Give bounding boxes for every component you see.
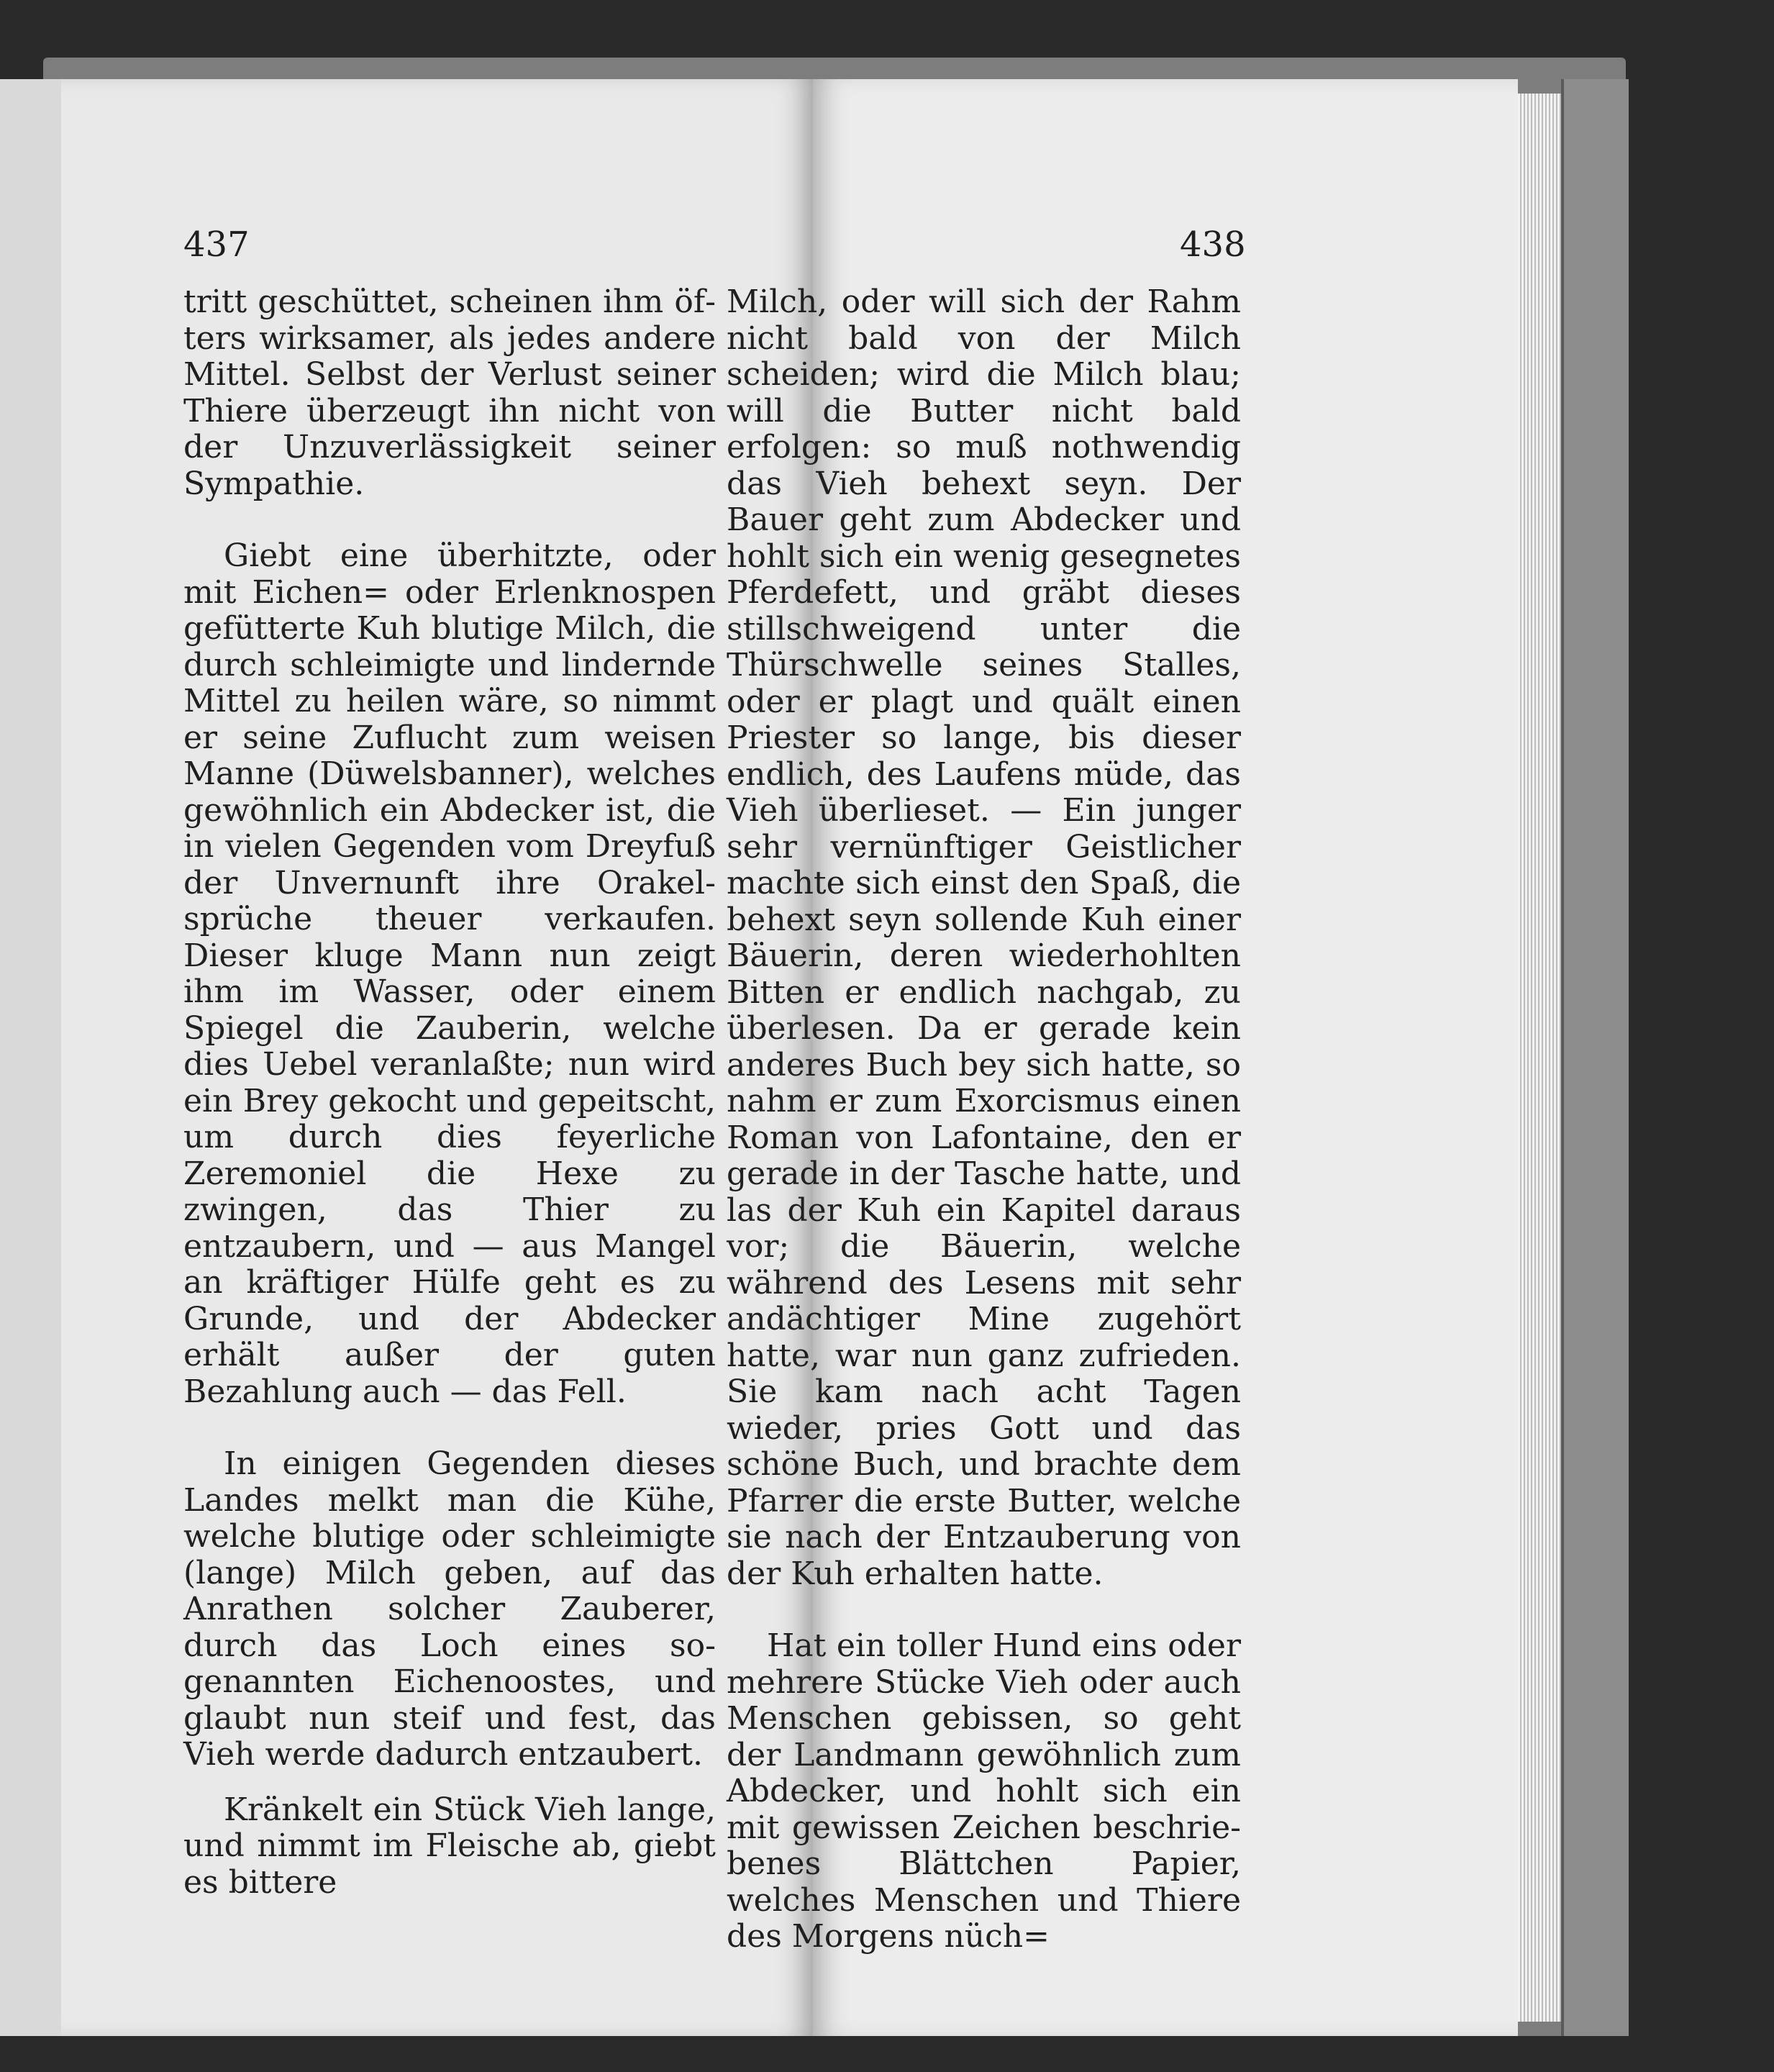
left-paragraph-2: Giebt eine überhitzte, oder mit Eichen= oder Erlenknospen gefütterte Kuh blutige Milch, die durch schleimigte und lindernde Mittel zu heilen wäre, so nimmt er seine Zuflucht zum weisen Manne (Düwelsbanner), welches gewöhnlich ein Abdecker ist, die in vielen Gegenden vom Dreyfuß der Unvernunft ihre Orakelsprüche theuer verkaufen. Dieser kluge Mann nun zeigt ihm im Wasser, oder einem Spiegel die Zauberin, welche dies Uebel veranlaßte; nun wird ein Brey gekocht und gepeitscht, um durch dies feyerliche Zeremoniel die Hexe zu zwingen, das Thier zu entzaubern, und — aus Mangel an kräftiger Hülfe geht es zu Grunde, und der Abdecker erhält außer der guten Bezahlung auch — das Fell. — [183, 537, 716, 1410]
right-paragraph-1: Milch, oder will sich der Rahm nicht bald von der Milch scheiden; wird die Milch blau; will die Butter nicht bald erfolgen: so muß nothwendig das Vieh behext seyn. Der Bauer geht zum Abdecker und hohlt sich ein wenig gesegnetes Pferdefett, und gräbt dieses stillschweigend unter die Thürschwelle seines Stalles, oder er plagt und quält einen Priester so lange, bis dieser endlich, des Laufens müde, das Vieh überlieset. — Ein junger sehr vernünftiger Geistlicher machte sich einst den Spaß, die behext seyn sollende Kuh einer Bäuerin, deren wiederhohlten Bitten er endlich nachgab, zu überlesen. Da er gerade kein anderes Buch bey sich hatte, so nahm er zum Exorcismus einen Roman von Lafontaine, den er gerade in der Tasche hatte, und las der Kuh ein Kapitel daraus vor; die Bäuerin, welche während des Lesens mit sehr andächtiger Mine zugehört hatte, war nun ganz zufrieden. Sie kam nach acht Tagen wieder, pries Gott und das schöne Buch, und brachte dem Pfarrer die erste Butter, welche sie nach der Entzauberung von der Kuh erhalten hatte. — [727, 283, 1241, 1592]
left-page-text — [183, 284, 716, 1901]
page-stack-edge — [1518, 94, 1561, 2022]
left-paragraph-1: tritt geschüttet, scheinen ihm öfters wirksamer, als jedes andere Mittel. Selbst der Verlust seiner Thiere überzeugt ihn nicht von der Unzuverlässigkeit seiner Sympathie. — [183, 283, 716, 502]
right-paragraph-2: Hat ein toller Hund eins oder mehrere Stücke Vieh oder auch Menschen gebissen, so geht der Landmann gewöhnlich zum Abdecker, und hohlt sich ein mit gewissen Zeichen beschriebenes Blättchen Papier, welches Menschen und Thiere des Morgens nüch= — [727, 1627, 1241, 1955]
back-cover-edge — [1561, 79, 1629, 2036]
left-paragraph-4: Kränkelt ein Stück Vieh lange, und nimmt im Fleische ab, giebt es bittere — [183, 1791, 716, 1901]
left-page-number: 437 — [183, 224, 250, 265]
previous-page-edge — [0, 79, 61, 2036]
left-paragraph-3: In einigen Gegenden dieses Landes melkt man die Kühe, welche blutige oder schleimigte (lange) Milch geben, auf das Anrathen solcher Zauberer, durch das Loch eines sogenannten Eichenoostes, und glaubt nun steif und fest, das Vieh werde dadurch entzaubert. — [183, 1445, 716, 1773]
right-page-number: 438 — [1180, 224, 1246, 265]
right-page-text — [727, 284, 1241, 1955]
